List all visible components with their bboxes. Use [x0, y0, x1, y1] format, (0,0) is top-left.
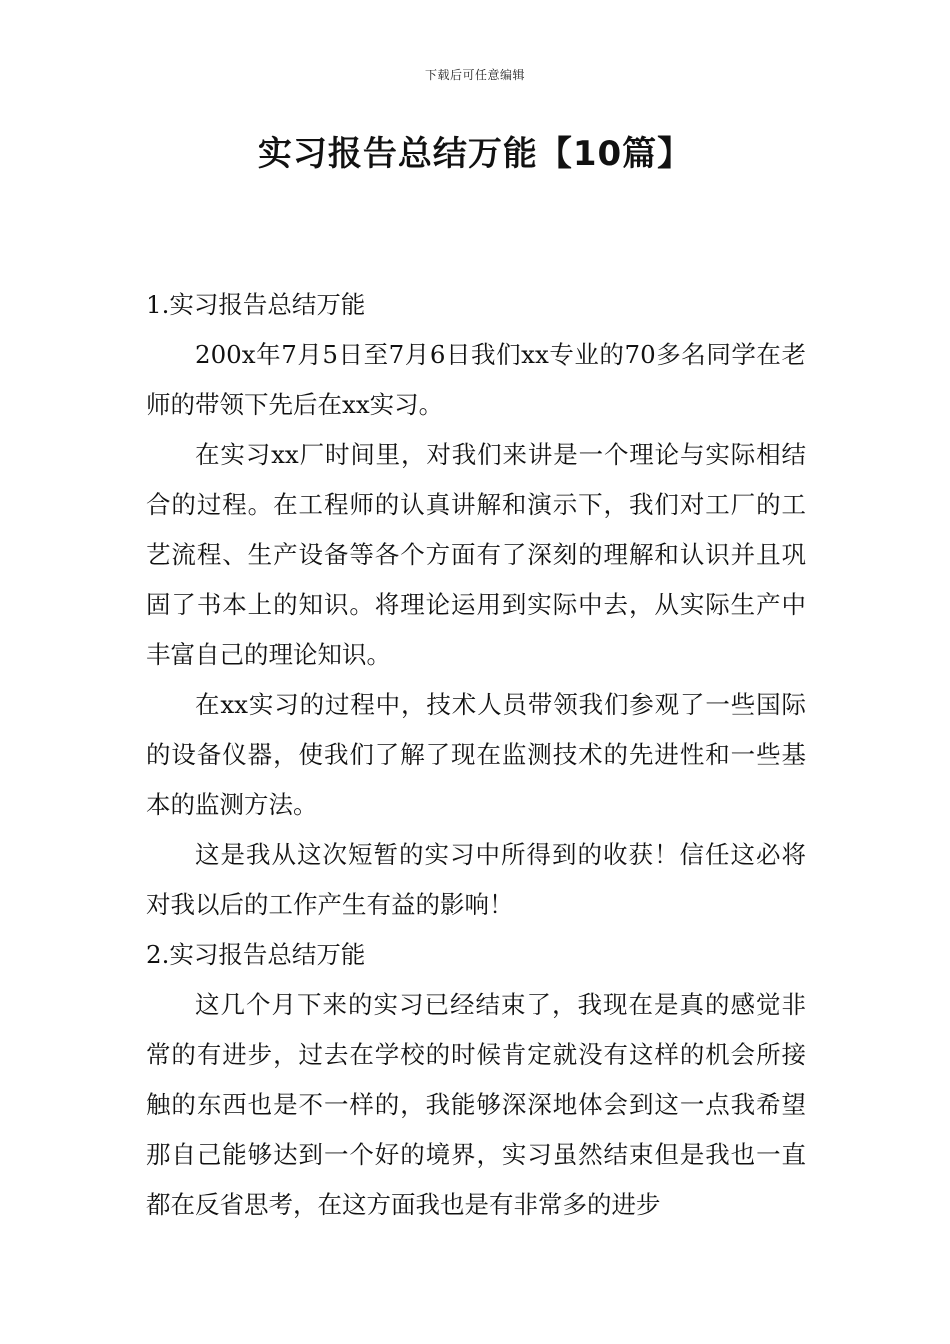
header-note: 下载后可任意编辑 [424, 68, 525, 82]
paragraph: 在实习xx厂时间里，对我们来讲是一个理论与实际相结合的过程。在工程师的认真讲解和演示下，我们对工厂的工艺流程、生产设备等各个方面有了深刻的理解和认识并且巩固了书本上的知识。将理论运用到实际中去，从实际生产中丰富自己的理论知识。 [146, 440, 806, 669]
section-heading-1: 1.实习报告总结万能 [146, 290, 366, 319]
paragraph: 200x年7月5日至7月6日我们xx专业的70多名同学在老师的带领下先后在xx实习。 [146, 340, 806, 419]
paragraph: 这几个月下来的实习已经结束了，我现在是真的感觉非常的有进步，过去在学校的时候肯定就没有这样的机会所接触的东西也是不一样的，我能够深深地体会到这一点我希望那自己能够达到一个好的境界，实习虽然结束但是我也一直都在反省思考，在这方面我也是有非常多的进步 [146, 990, 806, 1219]
paragraph: 在xx实习的过程中，技术人员带领我们参观了一些国际的设备仪器，使我们了解了现在监测技术的先进性和一些基本的监测方法。 [146, 690, 806, 819]
section-heading-2: 2.实习报告总结万能 [146, 940, 366, 969]
paragraph: 这是我从这次短暂的实习中所得到的收获！信任这必将对我以后的工作产生有益的影响！ [146, 840, 806, 919]
document-body [146, 280, 806, 1230]
document-title: 实习报告总结万能【10篇】 [257, 134, 693, 174]
